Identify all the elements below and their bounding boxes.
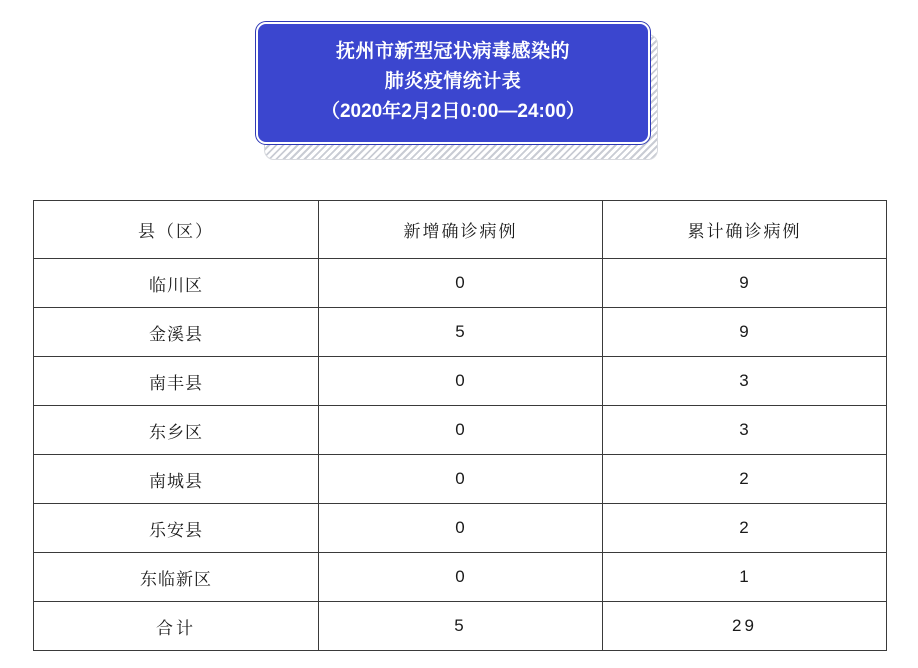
cell-total-cases: 2: [603, 455, 887, 504]
cell-new-cases: 0: [319, 504, 603, 553]
cell-total-cases: 3: [603, 406, 887, 455]
cell-county: 南城县: [34, 455, 319, 504]
cell-county: 金溪县: [34, 308, 319, 357]
cell-new-cases: 0: [319, 259, 603, 308]
title-banner-container: [256, 22, 658, 160]
cell-total-label: 合计: [34, 602, 319, 651]
banner-title-line-1: 抚州市新型冠状病毒感染的: [335, 41, 570, 62]
table-total-row: [34, 602, 887, 651]
statistics-table-container: [33, 200, 886, 651]
cell-new-cases: 5: [319, 308, 603, 357]
table-row: [34, 553, 887, 602]
cell-county: 临川区: [34, 259, 319, 308]
table-row: [34, 406, 887, 455]
cell-total-cases: 9: [603, 259, 887, 308]
column-header-new-cases: 新增确诊病例: [319, 201, 603, 259]
column-header-total-cases: 累计确诊病例: [603, 201, 887, 259]
table-row: [34, 259, 887, 308]
cell-new-cases: 0: [319, 357, 603, 406]
cell-total-cumulative-cases: 29: [603, 602, 887, 651]
statistics-table: [33, 200, 887, 651]
table-row: [34, 357, 887, 406]
table-row: [34, 308, 887, 357]
table-row: [34, 455, 887, 504]
cell-total-cases: 9: [603, 308, 887, 357]
cell-new-cases: 0: [319, 553, 603, 602]
cell-total-cases: 3: [603, 357, 887, 406]
cell-total-new-cases: 5: [319, 602, 603, 651]
table-header-row: [34, 201, 887, 259]
cell-total-cases: 2: [603, 504, 887, 553]
cell-new-cases: 0: [319, 406, 603, 455]
cell-county: 乐安县: [34, 504, 319, 553]
cell-county: 东临新区: [34, 553, 319, 602]
cell-county: 南丰县: [34, 357, 319, 406]
banner-title-line-2: 肺炎疫情统计表: [384, 71, 522, 92]
column-header-county: 县（区）: [34, 201, 319, 259]
banner-date-range: （2020年2月2日0:00—24:00）: [320, 101, 586, 122]
cell-new-cases: 0: [319, 455, 603, 504]
title-banner: [256, 22, 650, 144]
cell-total-cases: 1: [603, 553, 887, 602]
cell-county: 东乡区: [34, 406, 319, 455]
table-row: [34, 504, 887, 553]
